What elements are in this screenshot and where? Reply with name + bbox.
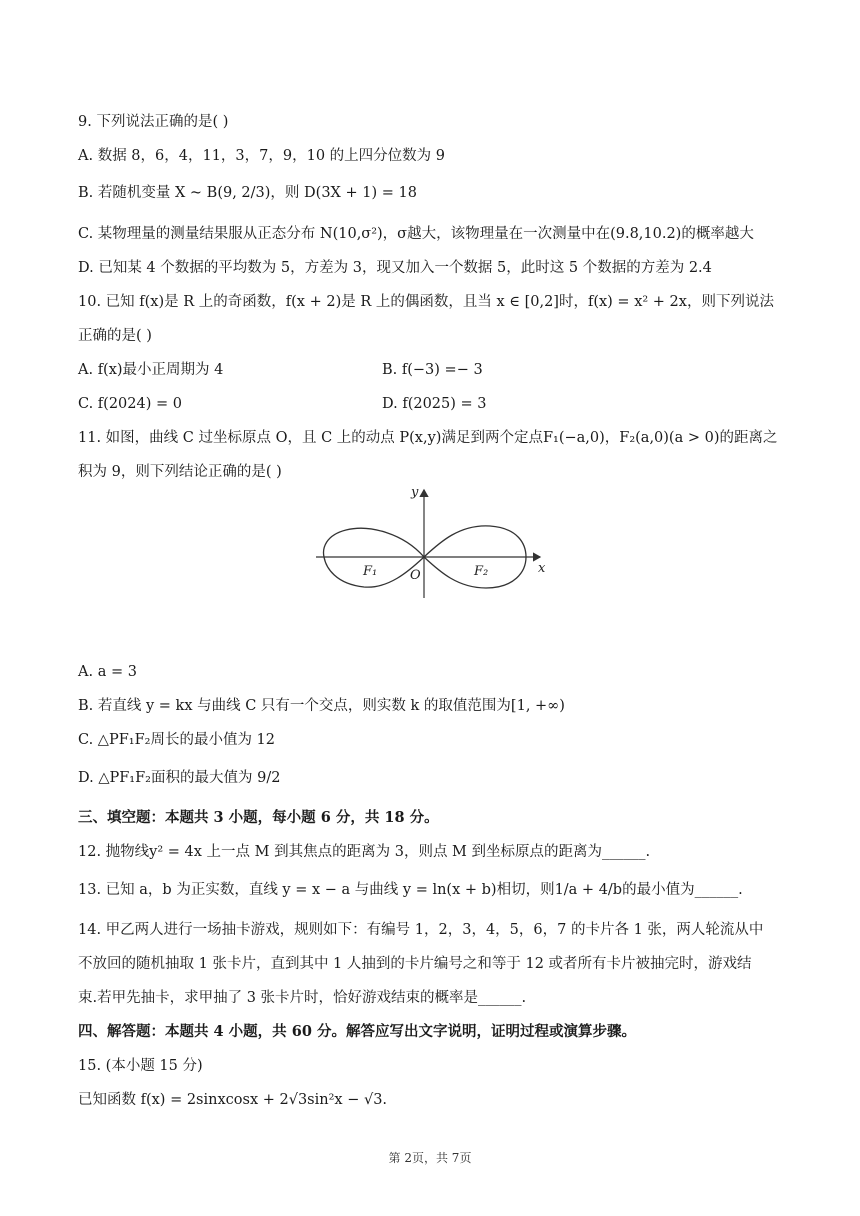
q11-option-b: B. 若直线 y = kx 与曲线 C 只有一个交点，则实数 k 的取值范围为[1, +∞) [78, 698, 565, 714]
q10-stem-line1: 10. 已知 f(x)是 R 上的奇函数，f(x + 2)是 R 上的偶函数，且当 x ∈ [0,2]时，f(x) = x² + 2x，则下列说法 [78, 294, 774, 310]
x-axis-label: x [538, 561, 546, 576]
q10-stem-line2: 正确的是( ) [78, 328, 152, 344]
q14-line2: 不放回的随机抽取 1 张卡片，直到其中 1 人抽到的卡片编号之和等于 12 或者所有卡片被抽完时，游戏结 [78, 956, 752, 972]
y-axis-label: y [411, 485, 419, 500]
origin-label: O [410, 568, 421, 583]
q11-option-a: A. a = 3 [78, 664, 137, 680]
page-footer: 第 2页，共 7页 [388, 1151, 472, 1165]
q11-stem-line2: 积为 9，则下列结论正确的是( ) [78, 464, 282, 480]
q10-option-b: B. f(−3) =− 3 [382, 362, 483, 378]
q11-option-c: C. △PF₁F₂周长的最小值为 12 [78, 732, 276, 748]
q14-line1: 14. 甲乙两人进行一场抽卡游戏，规则如下：有编号 1，2，3，4，5，6，7 的卡片各 1 张，两人轮流从中 [78, 922, 764, 938]
focus-f1-label: F₁ [363, 564, 378, 579]
q15-stem: 已知函数 f(x) = 2sinxcosx + 2√3sin²x − √3. [78, 1092, 388, 1108]
q10-option-d: D. f(2025) = 3 [382, 396, 487, 412]
q13: 13. 已知 a，b 为正实数，直线 y = x − a 与曲线 y = ln(x + b)相切，则1/a + 4/b的最小值为______. [78, 882, 743, 898]
q14-line3: 束.若甲先抽卡，求甲抽了 3 张卡片时，恰好游戏结束的概率是______. [78, 990, 527, 1006]
q9-option-c: C. 某物理量的测量结果服从正态分布 N(10,σ²)，σ越大，该物理量在一次测量中在(9.8,10.2)的概率越大 [78, 226, 754, 242]
focus-f2-label: F₂ [474, 564, 489, 579]
section-3-heading: 三、填空题：本题共 3 小题，每小题 6 分，共 18 分。 [78, 809, 439, 826]
lemniscate-figure [308, 484, 554, 602]
q9-option-d: D. 已知某 4 个数据的平均数为 5，方差为 3，现又加入一个数据 5，此时这 5 个数据的方差为 2.4 [78, 260, 712, 276]
q11-option-d: D. △PF₁F₂面积的最大值为 9/2 [78, 770, 281, 786]
q15-header: 15. (本小题 15 分) [78, 1058, 203, 1074]
section-4-heading: 四、解答题：本题共 4 小题，共 60 分。解答应写出文字说明，证明过程或演算步骤。 [78, 1023, 636, 1040]
q9-option-a: A. 数据 8，6，4，11，3，7，9，10 的上四分位数为 9 [78, 148, 445, 164]
q10-option-a: A. f(x)最小正周期为 4 [78, 362, 224, 378]
q9-stem: 9. 下列说法正确的是( ) [78, 114, 229, 130]
q11-stem-line1: 11. 如图，曲线 C 过坐标原点 O，且 C 上的动点 P(x,y)满足到两个定点F₁(−a,0)，F₂(a,0)(a > 0)的距离之 [78, 430, 778, 446]
q9-option-b: B. 若随机变量 X ~ B(9, 2/3)，则 D(3X + 1) = 18 [78, 185, 417, 201]
q12: 12. 抛物线y² = 4x 上一点 M 到其焦点的距离为 3，则点 M 到坐标原点的距离为______. [78, 844, 651, 860]
q10-option-c: C. f(2024) = 0 [78, 396, 182, 412]
